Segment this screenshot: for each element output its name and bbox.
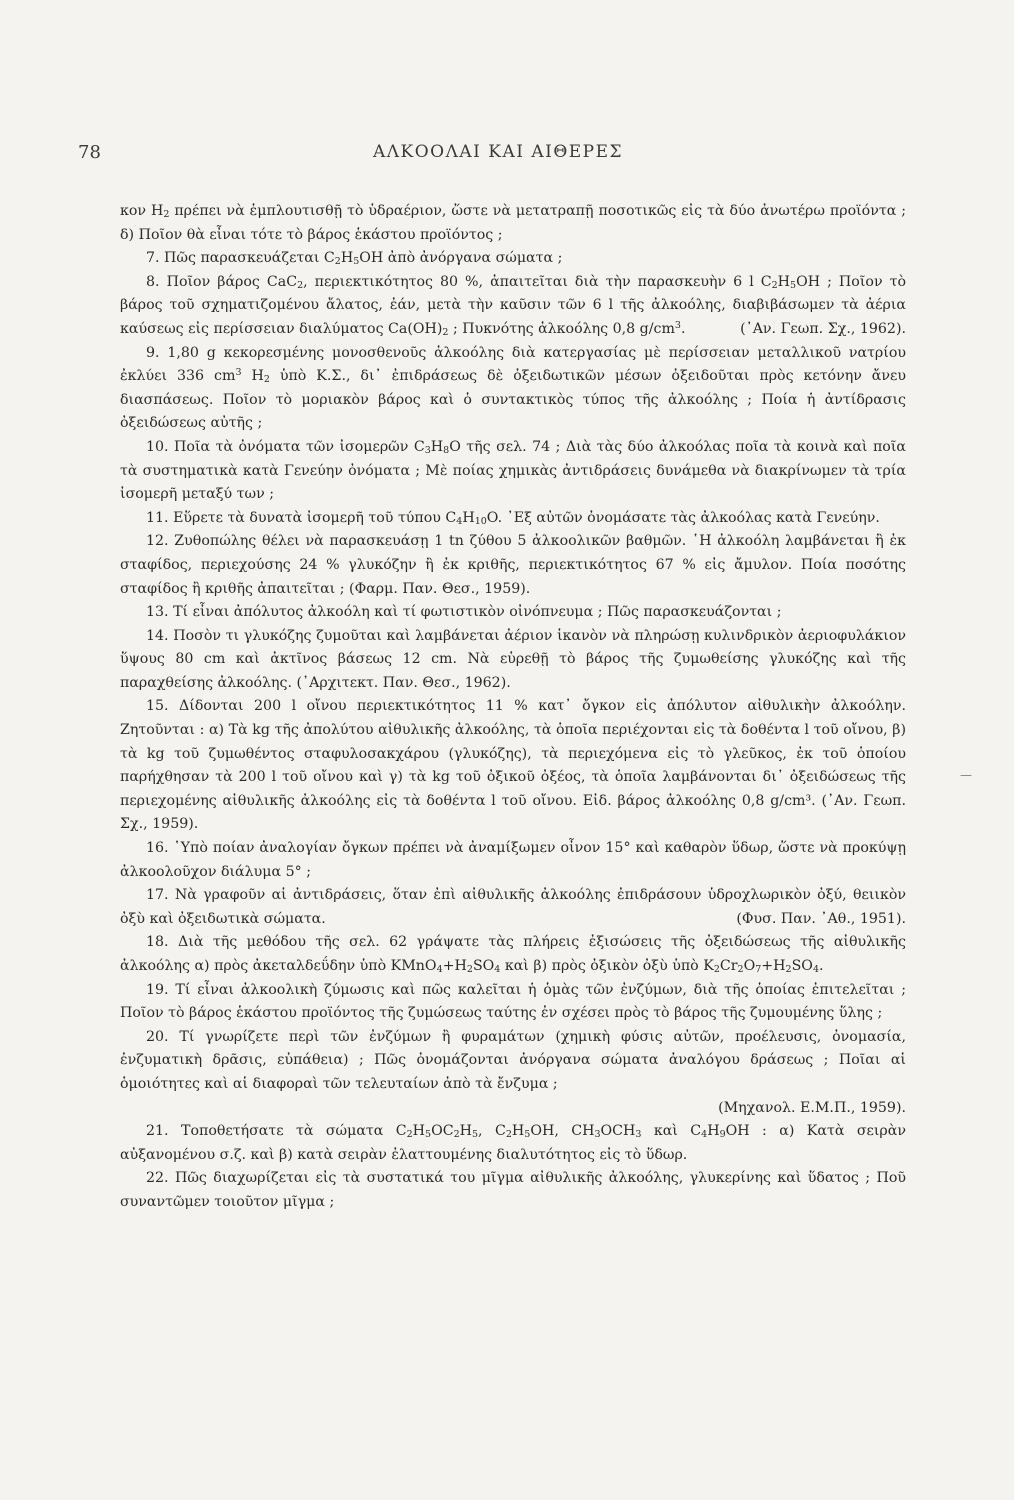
continuation-paragraph: κον $H_2$ πρέπει νὰ ἐμπλουτισθῇ τὸ ὑδραέριον, ὥστε νὰ μετατραπῇ ποσοτικῶς εἰς τὰ δύο ἀνωτέρω προϊόντα ; δ) Ποῖον θὰ εἶναι τότε τὸ βάρος ἑκάστου προϊόντος ; xyxy=(120,203,906,243)
exercise-12: 12. Ζυθοπώλης θέλει νὰ παρασκευάσῃ 1 tn ζύθου 5 ἀλκοολικῶν βαθμῶν. ῾Η ἀλκοόλη λαμβάνεται ἢ ἐκ σταφίδος, περιεχούσης 24 % γλυκόζην ἢ ἐκ κριθῆς, περιεκτικότητος 67 % εἰς ἄμυλον. Ποία ποσότης σταφίδος ἢ κριθῆς ἀπαιτεῖται ; (Φαρμ. Παν. Θεσ., 1959). xyxy=(120,533,906,597)
exercise-8: 8. Ποῖον βάρος CaC$_2$, περιεκτικότητος 80 %, ἀπαιτεῖται διὰ τὴν παρασκευὴν 6 l $C_2H_5OH$ ; Ποῖον τὸ βάρος τοῦ σχηματιζομένου ἄλατος, ἐάν, μετὰ τὴν καῦσιν τῶν 6 l τῆς ἀλκοόλης, διαβιβάσωμεν τὰ ἀέρια καύσεως εἰς περίσσειαν διαλύματος $Ca(OH)_2$ ; Πυκνότης ἀλκοόλης 0,8 $g/cm^3$. (᾿Αν. Γεωπ. Σχ., 1962). xyxy=(120,271,906,342)
source-citation: (Φυσ. Παν. ᾿Αθ., 1951). xyxy=(736,910,906,927)
margin-dash: — xyxy=(960,768,972,782)
exercise-text xyxy=(120,200,906,1215)
exercise-22: 22. Πῶς διαχωρίζεται εἰς τὰ συστατικά του μῖγμα αἰθυλικῆς ἀλκοόλης, γλυκερίνης καὶ ὕδατος ; Ποῦ συναντῶμεν τοιοῦτον μῖγμα ; xyxy=(120,1170,906,1210)
exercise-11: 11. Εὕρετε τὰ δυνατὰ ἰσομερῆ τοῦ τύπου $C_4H_{10}O$. ᾿Εξ αὐτῶν ὀνομάσατε τὰς ἀλκοόλας κατὰ Γενεύην. xyxy=(146,509,880,527)
exercise-17: 17. Νὰ γραφοῦν αἱ ἀντιδράσεις, ὅταν ἐπὶ αἰθυλικῆς ἀλκοόλης ἐπιδράσουν ὑδροχλωρικὸν ὀξύ, θειικὸν ὀξὺ καὶ ὀξειδωτικὰ σώματα. (Φυσ. Παν. ᾿Αθ., 1951). xyxy=(120,884,906,931)
exercise-18: 18. Διὰ τῆς μεθόδου τῆς σελ. 62 γράψατε τὰς πλήρεις ἐξισώσεις τῆς ὀξειδώσεως τῆς αἰθυλικῆς ἀλκοόλης α) πρὸς ἀκεταλδεΰδην ὑπὸ $KMnO_4+H_2SO_4$ καὶ β) πρὸς ὀξικὸν ὀξὺ ὑπὸ $K_2Cr_2O_7+H_2SO_4$. xyxy=(120,934,906,975)
exercise-7: 7. Πῶς παρασκευάζεται $C_2H_5OH$ ἀπὸ ἀνόργανα σώματα ; xyxy=(146,250,563,268)
exercise-19: 19. Τί εἶναι ἀλκοολικὴ ζύμωσις καὶ πῶς καλεῖται ἡ ὁμὰς τῶν ἐνζύμων, διὰ τῆς ὁποίας ἐπιτελεῖται ; Ποῖον τὸ βάρος ἑκάστου προϊόντος τῆς ζυμώσεως ταύτης ἐν σχέσει πρὸς τὸ βάρος τῆς ζυμουμένης ὕλης ; xyxy=(120,981,906,1022)
exercise-20: 20. Τί γνωρίζετε περὶ τῶν ἐνζύμων ἢ φυραμάτων (χημικὴ φύσις αὐτῶν, προέλευσις, ὀνομασία, ἐνζυματικὴ δρᾶσις, εὐπάθεια) ; Πῶς ὀνομάζονται ἀνόργανα σώματα ἀναλόγου δράσεως ; Ποῖαι αἱ ὁμοιότητες καὶ αἱ διαφοραὶ τῶν τελευταίων ἀπὸ τὰ ἔνζυμα ; xyxy=(120,1028,906,1092)
exercise-9: 9. 1,80 g κεκορεσμένης μονοσθενοῦς ἀλκοόλης διὰ κατεργασίας μὲ περίσσειαν μεταλλικοῦ νατρίου ἐκλύει 336 $cm^3$ $H_2$ ὑπὸ Κ.Σ., δι᾿ ἐπιδράσεως δὲ ὀξειδωτικῶν μέσων ὀξειδοῦται πρὸς κετόνην ἄνευ διασπάσεως. Ποῖον τὸ μοριακὸν βάρος καὶ ὁ συντακτικὸς τύπος τῆς ἀλκοόλης ; Ποία ἡ ἀντίδρασις ὀξειδώσεως αὐτῆς ; xyxy=(120,344,906,432)
page-header xyxy=(78,142,918,168)
running-title: ΑΛΚΟΟΛΑΙ ΚΑΙ ΑΙΘΕΡΕΣ xyxy=(372,142,624,162)
exercise-13: 13. Τί εἶναι ἀπόλυτος ἀλκοόλη καὶ τί φωτιστικὸν οἰνόπνευμα ; Πῶς παρασκευάζονται ; xyxy=(146,604,782,621)
exercise-21: 21. Τοποθετήσατε τὰ σώματα $C_2H_5OC_2H_5$, $C_2H_5OH$, $CH_3OCH_3$ καὶ $C_4H_9OH$ : α) Κατὰ σειρὰν αὐξανομένου σ.ζ. καὶ β) κατὰ σειρὰν ἐλαττουμένης διαλυτότητος εἰς τὸ ὕδωρ. xyxy=(120,1123,906,1163)
exercise-14: 14. Ποσὸν τι γλυκόζης ζυμοῦται καὶ λαμβάνεται ἀέριον ἱκανὸν νὰ πληρώσῃ κυλινδρικὸν ἀεριοφυλάκιον ὕψους 80 cm καὶ ἀκτῖνος βάσεως 12 cm. Νὰ εὑρεθῇ τὸ βάρος τῆς ζυμωθείσης γλυκόζης καὶ τῆς παραχθείσης ἀλκοόλης. (᾿Αρχιτεκτ. Παν. Θεσ., 1962). xyxy=(120,627,906,691)
exercise-10: 10. Ποῖα τὰ ὀνόματα τῶν ἰσομερῶν $C_3H_8O$ τῆς σελ. 74 ; Διὰ τὰς δύο ἀλκοόλας ποῖα τὰ κοινὰ καὶ ποῖα τὰ συστηματικὰ κατὰ Γενεύην ὀνόματα ; Μὲ ποίας χημικὰς ἀντιδράσεις δυνάμεθα νὰ διακρίνωμεν τὰ τρία ἰσομερῆ μεταξύ των ; xyxy=(120,438,906,503)
exercise-15: 15. Δίδονται 200 l οἴνου περιεκτικότητος 11 % κατ᾿ ὄγκον εἰς ἀπόλυτον αἰθυλικὴν ἀλκοόλην. Ζητοῦνται : α) Τὰ kg τῆς ἀπολύτου αἰθυλικῆς ἀλκοόλης, τὰ ὁποῖα περιέχονται εἰς τὰ δοθέντα l τοῦ οἴνου, β) τὰ kg τοῦ ζυμωθέντος σταφυλοσακχάρου (γλυκόζης), τὰ περιεχόμενα εἰς τὸ γλεῦκος, ἐκ τοῦ ὁποίου παρήχθησαν τὰ 200 l τοῦ οἴνου καὶ γ) τὰ kg τοῦ ὀξικοῦ ὀξέος, τὰ ὁποῖα λαμβάνονται δι᾿ ὀξειδώσεως τῆς περιεχομένης αἰθυλικῆς ἀλκοόλης εἰς τὰ δοθέντα l τοῦ οἴνου. Εἰδ. βάρος ἀλκοόλης 0,8 g/cm³. (᾿Αν. Γεωπ. Σχ., 1959). xyxy=(120,698,906,833)
source-citation: (Μηχανολ. Ε.Μ.Π., 1959). xyxy=(718,1099,906,1116)
page-number: 78 xyxy=(78,142,101,163)
source-citation: (᾿Αν. Γεωπ. Σχ., 1962). xyxy=(740,320,906,337)
exercise-16: 16. ῾Υπὸ ποίαν ἀναλογίαν ὄγκων πρέπει νὰ ἀναμίξωμεν οἶνον 15° καὶ καθαρὸν ὕδωρ, ὥστε νὰ προκύψῃ ἀλκοολοῦχον διάλυμα 5° ; xyxy=(120,840,906,880)
